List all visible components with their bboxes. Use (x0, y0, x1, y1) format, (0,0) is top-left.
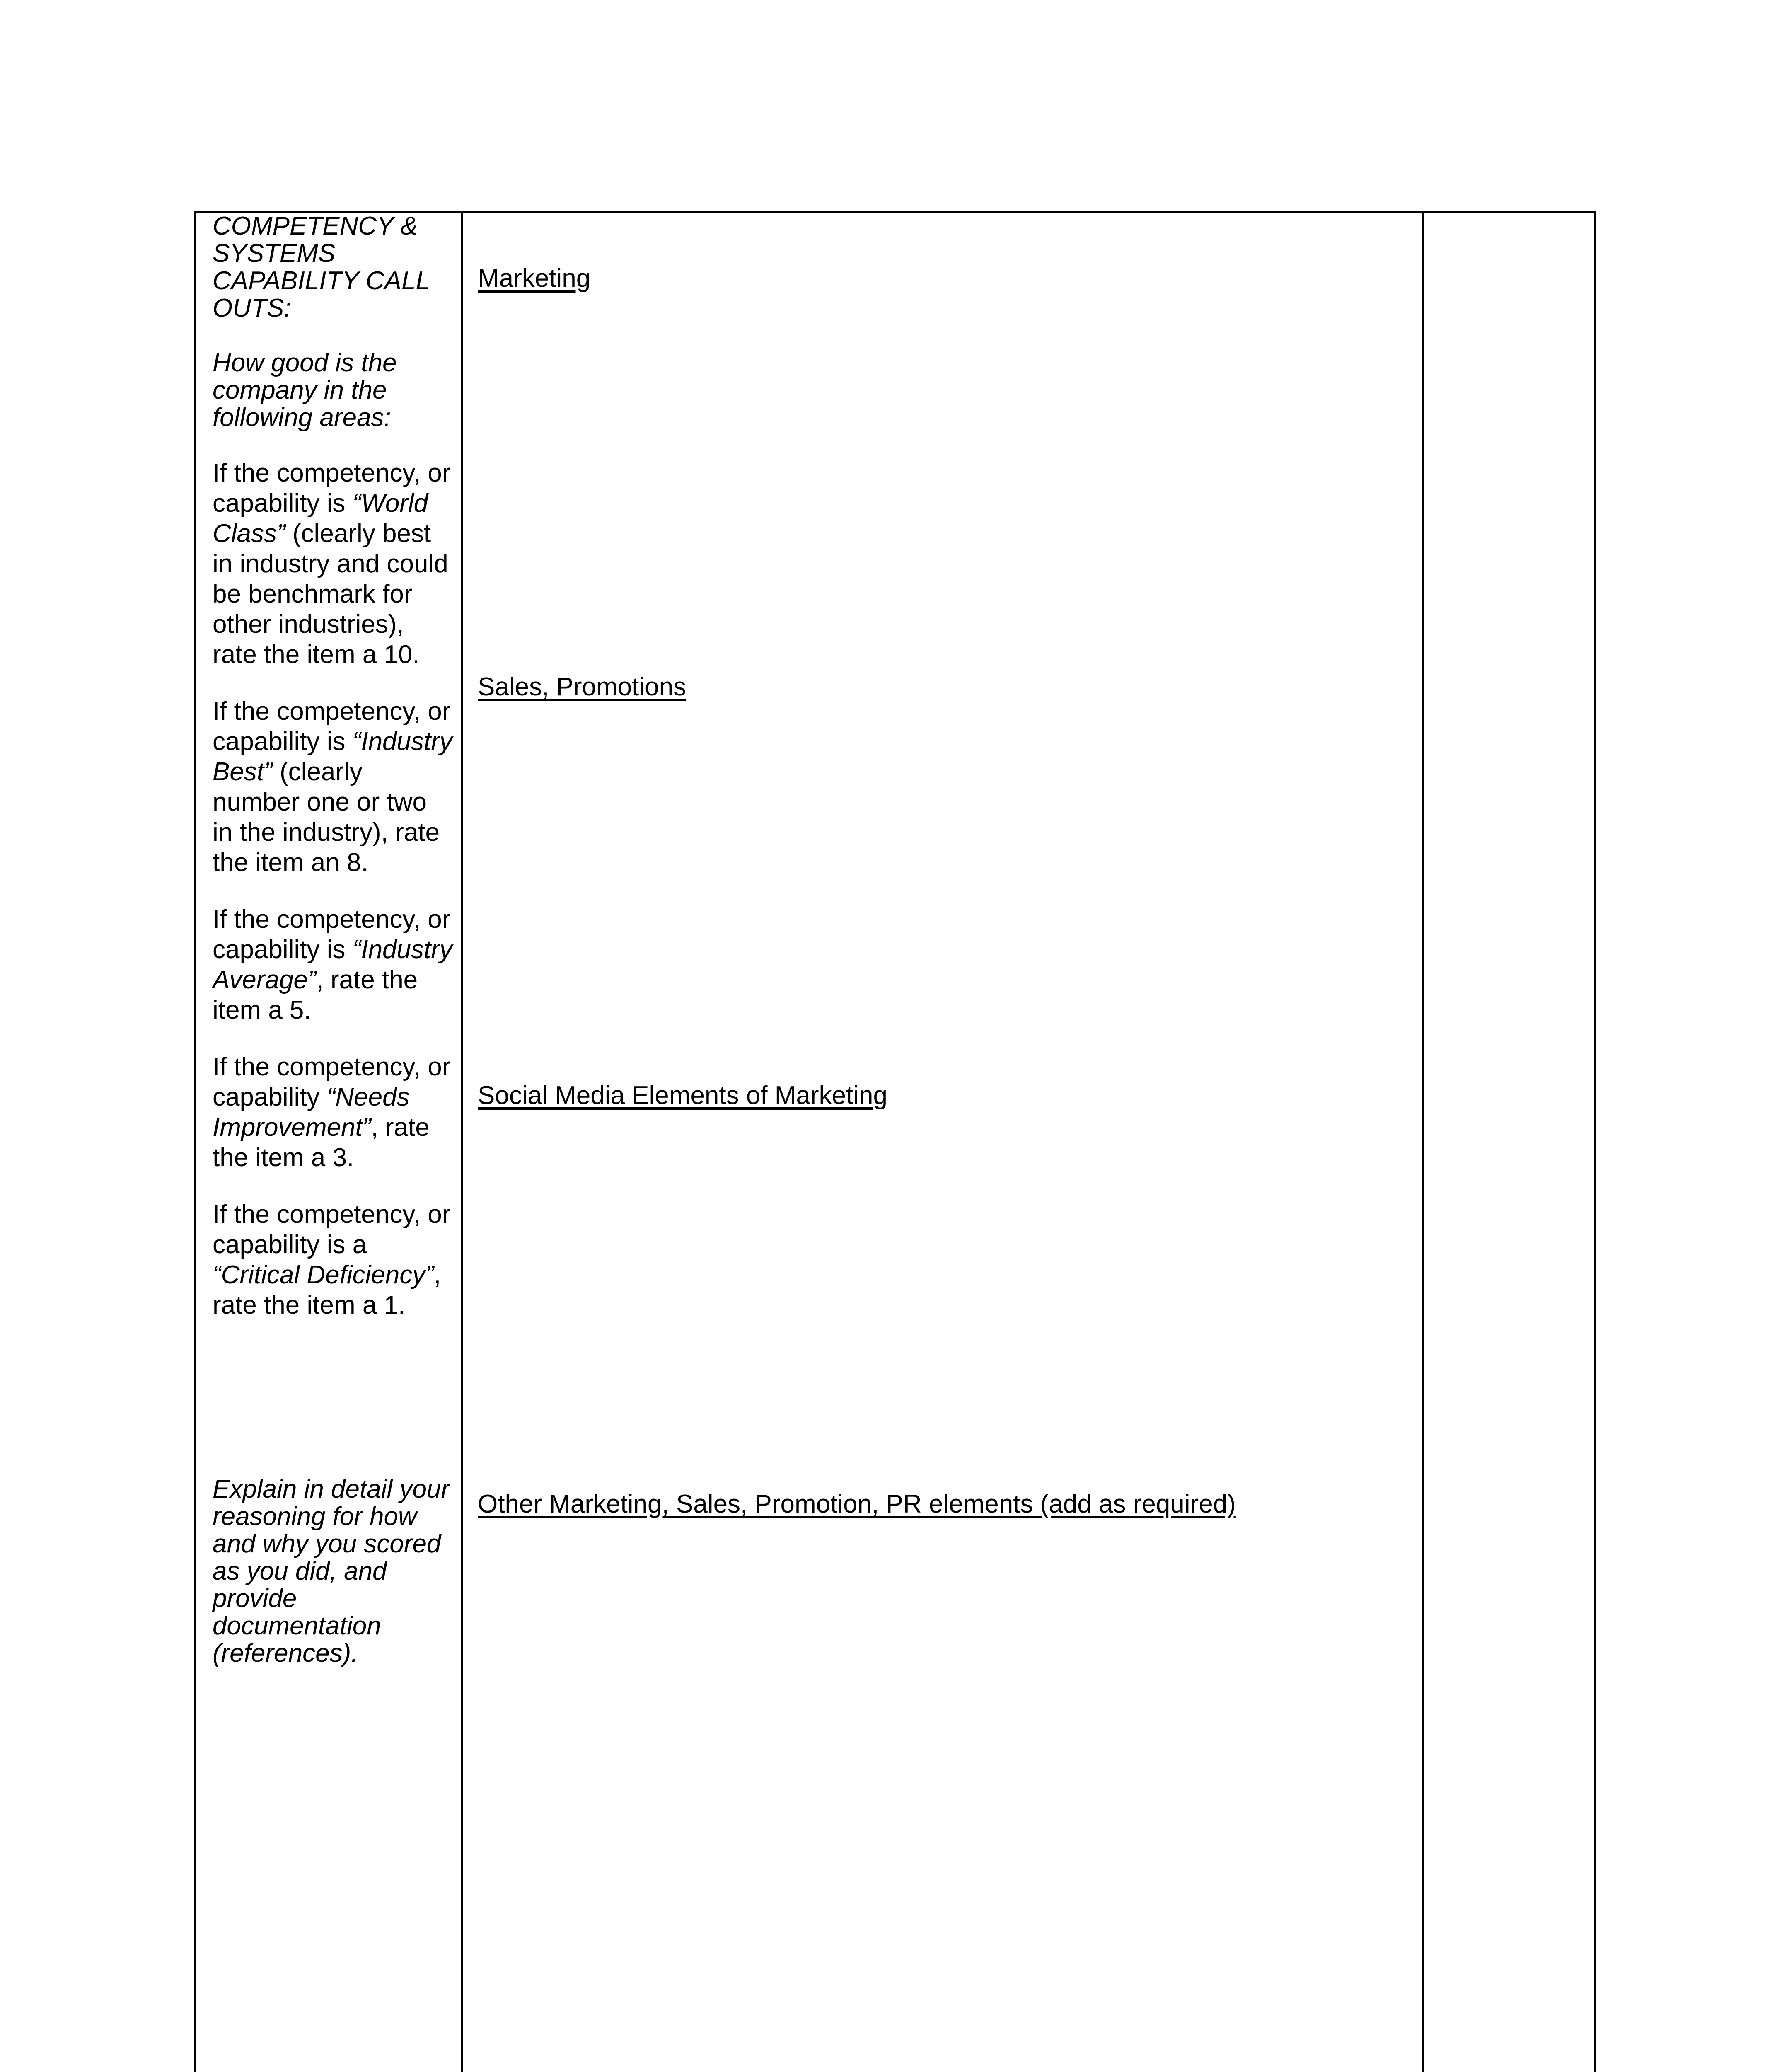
rule-prefix: If the competency, or capability is (213, 697, 451, 756)
rating-rule-industry-average (213, 904, 453, 1025)
section-heading-social-media: Social Media Elements of Marketing (478, 1081, 888, 1110)
section-heading-sales-promotions: Sales, Promotions (478, 673, 687, 701)
rule-quoted: “Critical Deficiency” (213, 1261, 434, 1289)
rule-quoted: “Needs Improvement” (213, 1083, 410, 1142)
rating-rule-industry-best (213, 696, 453, 878)
column-divider-left (461, 213, 463, 2072)
column-divider-right (1422, 213, 1424, 2072)
criteria-heading: COMPETENCY & SYSTEMS CAPABILITY CALL OUTS: (213, 212, 430, 322)
rating-rule-needs-improvement (213, 1052, 453, 1173)
criteria-column (213, 212, 453, 1668)
section-heading-marketing: Marketing (478, 264, 591, 293)
rating-rule-world-class (213, 458, 453, 670)
rule-quoted: “World Class” (213, 489, 428, 548)
rule-prefix: If the competency, or capability (213, 1053, 451, 1111)
rule-suffix: , rate the item a 5. (213, 966, 418, 1024)
rule-prefix: If the competency, or capability is (213, 459, 451, 518)
rule-suffix: (clearly number one or two in the industry), rate the item an 8. (213, 758, 440, 877)
rule-quoted: “Industry Best” (213, 727, 452, 786)
rule-suffix: , rate the item a 1. (213, 1261, 441, 1319)
rule-prefix: If the competency, or capability is (213, 905, 451, 964)
rule-suffix: (clearly best in industry and could be benchmark for other industries), rate the item a 10. (213, 519, 448, 669)
rating-rule-critical-deficiency (213, 1199, 453, 1320)
explain-instructions: Explain in detail your reasoning for how and why you scored as you did, and provide documentation (references). (213, 1475, 450, 1668)
rule-quoted: “Industry Average” (213, 935, 452, 994)
rule-prefix: If the competency, or capability is a (213, 1200, 451, 1259)
section-heading-other-elements: Other Marketing, Sales, Promotion, PR elements (add as required) (478, 1490, 1236, 1518)
criteria-question: How good is the company in the following areas: (213, 349, 397, 432)
rule-suffix: , rate the item a 3. (213, 1113, 430, 1172)
competency-table (194, 211, 1596, 2072)
